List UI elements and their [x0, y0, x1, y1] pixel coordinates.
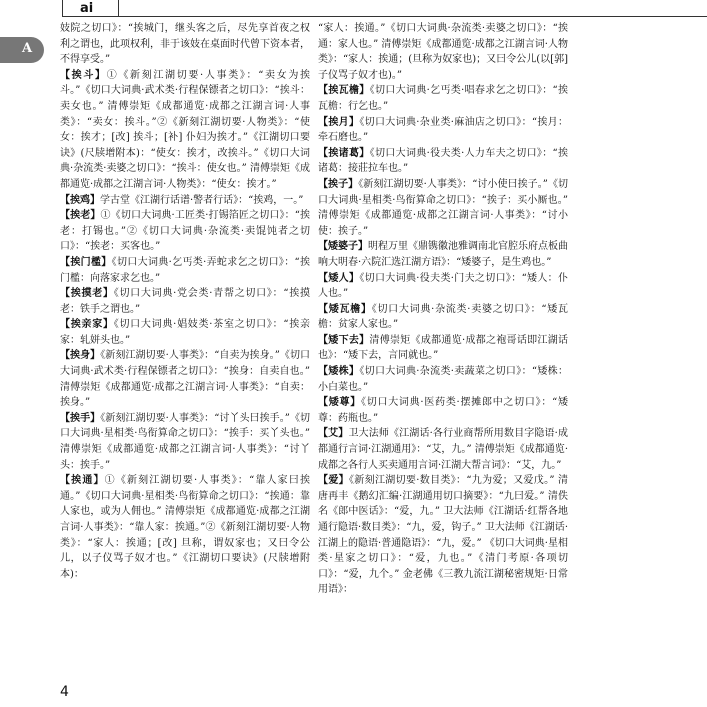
dictionary-entry [318, 364, 568, 395]
entry-headword: 【挨斗】 [60, 69, 107, 81]
dictionary-entry [318, 473, 568, 598]
entry-headword: 【矮株】 [318, 366, 360, 378]
entry-headword: 【爱】 [318, 475, 349, 487]
section-thumb-tab [0, 37, 44, 63]
entry-headword: 【挨老】 [60, 210, 101, 222]
entry-headword: 【矮婆子】 [318, 241, 368, 253]
dictionary-entry [318, 271, 568, 302]
entry-text: 明程万里《鼎镌徽池雅调南北官腔乐府点板曲响大明春·六院汇选江湖方语》：“矮婆子，是生鸡也。” [318, 241, 568, 268]
entry-headword: 【挨子】 [318, 178, 359, 190]
entry-text: 《切口大词典·娼妓类·茶室之切口》：“挨亲家：轧姘头也。” [60, 319, 310, 346]
entry-text: 《切口大词典·杂流类·卖婆之切口》：“矮瓦檐：贫家人家也。” [318, 303, 568, 331]
entry-text: 《切口大词典·乞丐类·唱春求乞之切口》：“挨瓦檐：行乞也。” [318, 85, 568, 112]
dictionary-entry [60, 286, 310, 317]
entry-headword: 【挨身】 [60, 350, 101, 362]
left-column [60, 21, 310, 582]
entry-text: 《切口大词典·役夫类·人力车夫之切口》：“挨诸葛：接莊拉车也。” [318, 147, 568, 175]
entry-headword: 【矮瓦檐】 [318, 303, 372, 315]
entry-headword: 【挨手】 [60, 412, 101, 424]
entry-text: 卫大法师《江湖话·各行业商帮所用数目字隐语·成都通行言词·江湖通用》：“艾，九。” 清傅崇矩《成都通览·成都之各行人买卖通用言词·江湖大帮言词》：“艾，九。” [318, 428, 568, 471]
entry-text: “家人：挨通。”《切口大词典·杂流类·卖婆之切口》：“挨通：家人也。” 清傅崇矩《成都通览·成都之江湖言词·人物类》：“家人：挨通；(旦称为奴家也)；又曰令公儿(以[郭]子仪骂子奴才也)。” [318, 23, 568, 81]
entry-headword: 【挨鸡】 [60, 194, 100, 206]
header-rule [62, 16, 707, 17]
entry-headword: 【挨月】 [318, 116, 360, 128]
page-number: 4 [60, 684, 69, 700]
entry-headword: 【矮尊】 [318, 397, 361, 409]
dictionary-entry [60, 411, 310, 473]
running-head: ai [80, 1, 94, 16]
entry-text: 《新刻江湖切要·人事类》：“自卖为挨身。”《切口大词典·武术类·行程保镖者之切口》：“挨身：自卖自也。” 清傅崇矩《成都通览·成都之江湖言词·人事类》：“自卖：挨身。” [60, 350, 311, 409]
dictionary-entry [60, 21, 310, 68]
dictionary-entry [318, 146, 568, 177]
entry-text: 《切口大词典·役夫类·门夫之切口》：“矮人：仆人也。” [318, 272, 568, 300]
entry-text: 《新刻江湖切要·数目类》：“九为爱；又爱戊。” 清唐再丰《鹅幻汇编·江湖通用切口摘要》：“九曰爱。” 清佚名《郎中医话》：“爱，九。” 卫大法师《江湖话·红帮各地通行隐语·数目类》：“九，爱，钩子。” 卫大法师《江湖话·江湖上的隐语·普通隐语》：“九，爱。” 《切口大词典·星相类·星家之切口》：“爱，九也。”《清门考原·各项切口》：“爱，九个。” 金老佛《三教九流江湖秘密规矩·日常用语》： [318, 475, 569, 596]
dictionary-entry [318, 333, 568, 364]
header-divider-right [118, 0, 119, 17]
entry-text: ①《新刻江湖切要·人事类》：“卖女为挨斗。”《切口大词典·武术类·行程保镖者之切口》：“挨斗：卖女也。” 清傅崇矩《成都通览·成都之江湖言词·人事类》：“卖女：挨斗。”②《新刻江湖切要·人物类》：“使女：挨才；[改] 挨斗；[补] 仆妇为挨才。”《江湖切口要诀》(尺牍增附本)：“使女：挨才，改挨斗。”《切口大词典·杂流类·卖婆之切口》：“挨斗：使女也。” 清傅崇矩《成都通览·成都之江湖言词·人物类》：“使女：挨才。” [60, 69, 311, 190]
dictionary-entry [60, 193, 310, 209]
entry-text: 《切口大词典·党会类·青帮之切口》：“挨摸老：铁手之谓也。” [60, 288, 310, 315]
entry-text: 妓院之切口》：“挨城门，继头客之后，尽先享首夜之权利之谓也，此项权利，非于该妓在桌面时代曾下资本者，不得享受。” [60, 23, 310, 66]
entry-text: 《切口大词典·医药类·摆摊郎中之切口》：“矮尊：药瓶也。” [318, 397, 568, 424]
entry-headword: 【挨诸葛】 [318, 147, 370, 159]
dictionary-entry [318, 177, 568, 239]
entry-text: 《切口大词典·乞丐类·弄蛇求乞之切口》：“挨门檻：向落家求乞也。” [60, 256, 310, 284]
entry-headword: 【挨摸老】 [60, 288, 114, 300]
dictionary-entry [318, 115, 568, 146]
entry-text: 清傅崇矩《成都通览·成都之袍哥话即江湖话也》：“矮下去，言同就也。” [318, 334, 568, 362]
entry-text: ①《切口大词典·工匠类·打锡箔匠之切口》：“挨老：打锡也。”②《切口大词典·杂流类·卖馄饨者之切口》：“挨老：买客也。” [60, 210, 310, 253]
entry-headword: 【挨亲家】 [60, 319, 114, 331]
section-letter: A [22, 41, 33, 56]
dictionary-entry [318, 21, 568, 83]
entry-headword: 【艾】 [318, 428, 349, 440]
dictionary-entry [318, 83, 568, 114]
entry-text: 《切口大词典·杂流类·卖蔬菜之切口》：“矮株：小白菜也。” [318, 366, 568, 393]
dictionary-entry [318, 426, 568, 473]
dictionary-entry [60, 348, 310, 410]
dictionary-entry [60, 473, 310, 582]
dictionary-entry [60, 68, 310, 193]
entry-headword: 【挨通】 [60, 475, 105, 487]
right-column [318, 21, 568, 598]
entry-text: 《新刻江湖切要·人事类》：“讨小使曰挨子。”《切口大词典·星相类·鸟衔算命之切口》：“挨子：买小厮也。” 清傅崇矩《成都通览·成都之江湖言词·人事类》：“讨小使：挨子。” [318, 178, 569, 237]
entry-headword: 【矮人】 [318, 272, 360, 284]
dictionary-entry [318, 395, 568, 426]
dictionary-entry [60, 208, 310, 255]
dictionary-entry [318, 239, 568, 270]
entry-headword: 【矮下去】 [318, 334, 370, 346]
entry-text: 学古堂《江湖行话谱·警者行话》：“挨鸡，一。” [100, 194, 304, 206]
dictionary-entry [60, 317, 310, 348]
entry-text: 《新刻江湖切要·人事类》：“讨丫头曰挨手。”《切口大词典·星相类·鸟衔算命之切口》：“挨手：买丫头也。” 清傅崇矩《成都通览·成都之江湖言词·人事类》：“讨丫头：挨手。” [60, 412, 311, 471]
dictionary-entry [60, 255, 310, 286]
entry-text: ①《新刻江湖切要·人事类》：“靠人家曰挨通。”《切口大词典·星相类·鸟衔算命之切口》：“挨通：靠人家也，或为人佣也。” 清傅崇矩《成都通览·成都之江湖言词·人事类》：“靠人家：挨通。”②《新刻江湖切要·人物类》：“家人：挨通；[改] 旦称，谓奴家也；又曰令公儿，以子仪骂子奴才也。”《江湖切口要诀》(尺牍增附本)： [60, 475, 311, 580]
header-divider-left [62, 0, 63, 17]
entry-text: 《切口大词典·杂业类·麻油店之切口》：“挨月：牵石磨也。” [318, 116, 568, 144]
entry-headword: 【挨门檻】 [60, 256, 112, 268]
dictionary-entry [318, 302, 568, 333]
entry-headword: 【挨瓦檐】 [318, 85, 370, 97]
